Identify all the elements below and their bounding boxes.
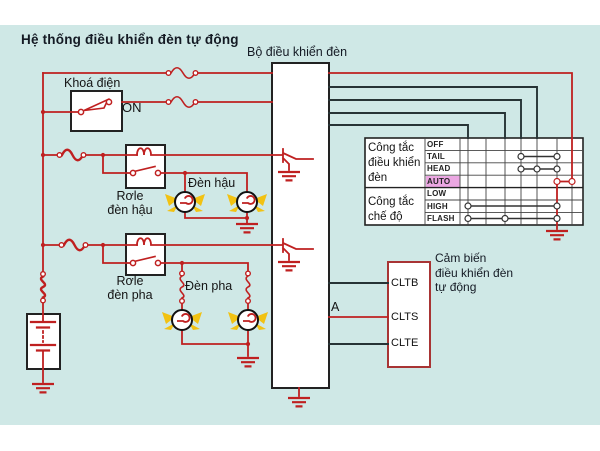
- terminal-clts: CLTS: [391, 311, 419, 323]
- wire-a-label: A: [331, 300, 340, 314]
- light-control-switch-label: Công tắc điều khiển đèn: [368, 142, 421, 184]
- head-bulb-left: [162, 310, 202, 330]
- table-row-tail: TAIL: [427, 152, 445, 161]
- mode-switch-label: Công tắc chế độ: [368, 196, 415, 223]
- head-lamps-label: Đèn pha: [185, 279, 233, 293]
- head-relay-label-line1: Rơle: [116, 274, 144, 288]
- table-row-high: HIGH: [427, 201, 448, 211]
- tail-bulb-right: [227, 192, 267, 212]
- table-row-head: HEAD: [427, 164, 451, 174]
- table-row-off: OFF: [427, 139, 444, 149]
- control-unit-label: Bộ điều khiển đèn: [247, 45, 348, 59]
- ignition-state-label: ON: [122, 100, 142, 115]
- table-row-auto: AUTO: [427, 176, 451, 186]
- terminal-clte: CLTE: [391, 337, 419, 349]
- page-title: Hệ thống điều khiển đèn tự động: [21, 32, 239, 47]
- tail-bulb-left: [165, 192, 205, 212]
- head-bulb-right: [228, 310, 268, 330]
- ignition-label: Khoá điện: [64, 76, 121, 90]
- tail-relay-label-line2: đèn hậu: [107, 203, 153, 217]
- table-row-low: LOW: [427, 189, 447, 199]
- tail-lamps-label: Đèn hậu: [188, 176, 236, 190]
- tail-relay-label: [97, 189, 163, 217]
- tail-relay-box: [126, 145, 165, 188]
- tail-relay-label-line1: Rơle: [116, 189, 144, 203]
- sensor-label: Cảm biến điều khiển đèn tự động: [435, 251, 514, 295]
- control-unit-box: [272, 63, 329, 388]
- terminal-cltb: CLTB: [391, 277, 419, 289]
- head-relay-label: [97, 274, 163, 302]
- head-relay-label-line2: đèn pha: [107, 288, 153, 302]
- table-row-flash: FLASH: [427, 213, 455, 223]
